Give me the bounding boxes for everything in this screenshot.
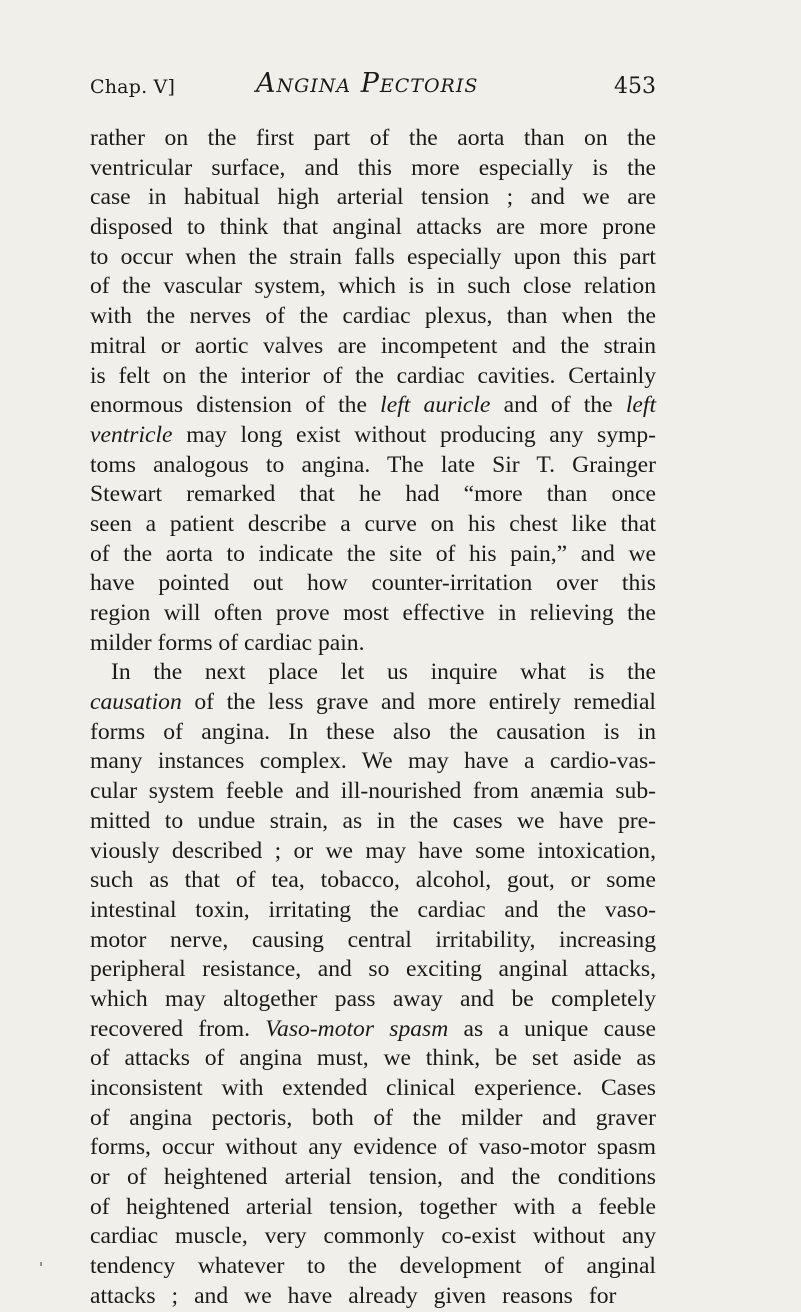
text-line-10: enormous distension of the left auricle and of the left [90,392,657,419]
text-line-18: milder forms of cardiac pain. [90,629,365,656]
chapter-label: Chap. V] [90,76,176,98]
text-line-16: have pointed out how counter-irritation over this [90,570,656,597]
text-line-12: toms analogous to angina. The late Sir T. Grainger [90,451,656,478]
text-line-3: case in habitual high arterial tension ; and we are [90,184,656,211]
italic-term: ventricle [90,421,173,448]
text-line-4: disposed to think that anginal attacks are more prone [90,214,656,241]
text-line-8: mitral or aortic valves are incompetent and the strain [90,332,656,359]
text-line-7: with the nerves of the cardiac plexus, than when the [90,303,656,330]
text-line-2: ventricular surface, and this more especially is the [90,154,656,181]
italic-term: left [625,392,657,419]
italic-term: Vaso-motor spasm [265,1015,449,1042]
italic-term: left auricle [380,392,491,419]
text-line-25: viously described ; or we may have some intoxication, [90,837,656,864]
text-line-14: seen a patient describe a curve on his chest like that [90,510,656,537]
text-line-38: cardiac muscle, very commonly co-exist without any [90,1223,656,1250]
text-line-24: mitted to undue strain, as in the cases we have pre- [90,807,656,834]
text-line-35: forms, occur without any evidence of vaso-motor spasm [90,1134,656,1161]
text-line-17: region will often prove most effective in relieving the [90,600,656,626]
text-line-32: of attacks of angina must, we think, be set aside as [90,1045,656,1072]
text-line-15: of the aorta to indicate the site of his pain,” and we [90,540,656,567]
text-line-23: cular system feeble and ill-nourished from anæmia sub- [90,778,656,805]
text-line-21: forms of angina. In these also the causation is in [90,718,656,745]
text-line-13: Stewart remarked that he had “more than once [90,481,656,508]
text-line-26: such as that of tea, tobacco, alcohol, gout, or some [90,867,656,894]
text-line-22: many instances complex. We may have a cardio-vas- [90,748,656,775]
text-line-27: intestinal toxin, irritating the cardiac and the vaso- [90,896,656,923]
body-paragraph [90,124,656,1312]
text-line-40: attacks ; and we have already given reasons for [90,1282,617,1309]
text-line-36: or of heightened arterial tension, and the conditions [90,1164,656,1191]
text-line-29: peripheral resistance, and so exciting anginal attacks, [90,956,656,983]
text-line-9: is felt on the interior of the cardiac cavities. Certainly [90,362,656,389]
text-line-28: motor nerve, causing central irritability, increasing [90,926,656,953]
text-line-33: inconsistent with extended clinical experience. Cases [90,1075,656,1101]
text-line-11: ventricle may long exist without producing any symp- [90,421,656,448]
text-line-30: which may altogether pass away and be completely [90,985,656,1012]
text-line-1: rather on the first part of the aorta than on the [90,125,656,151]
scan-artifact [40,1262,42,1266]
text-line-20: causation of the less grave and more entirely remedial [90,689,656,716]
text-line-19: In the next place let us inquire what is the [111,659,656,686]
text-line-39: tendency whatever to the development of anginal [90,1253,656,1280]
text-line-5: to occur when the strain falls especially upon this part [90,243,656,270]
italic-term: causation [90,689,182,716]
text-line-31: recovered from. Vaso-motor spasm as a unique cause [90,1015,656,1042]
text-line-37: of heightened arterial tension, together with a feeble [90,1193,656,1220]
text-line-34: of angina pectoris, both of the milder and graver [90,1104,656,1131]
running-head [90,68,656,108]
running-title: Angina Pectoris [256,68,479,99]
page-number: 453 [614,74,656,99]
text-line-6: of the vascular system, which is in such close relation [90,273,656,300]
